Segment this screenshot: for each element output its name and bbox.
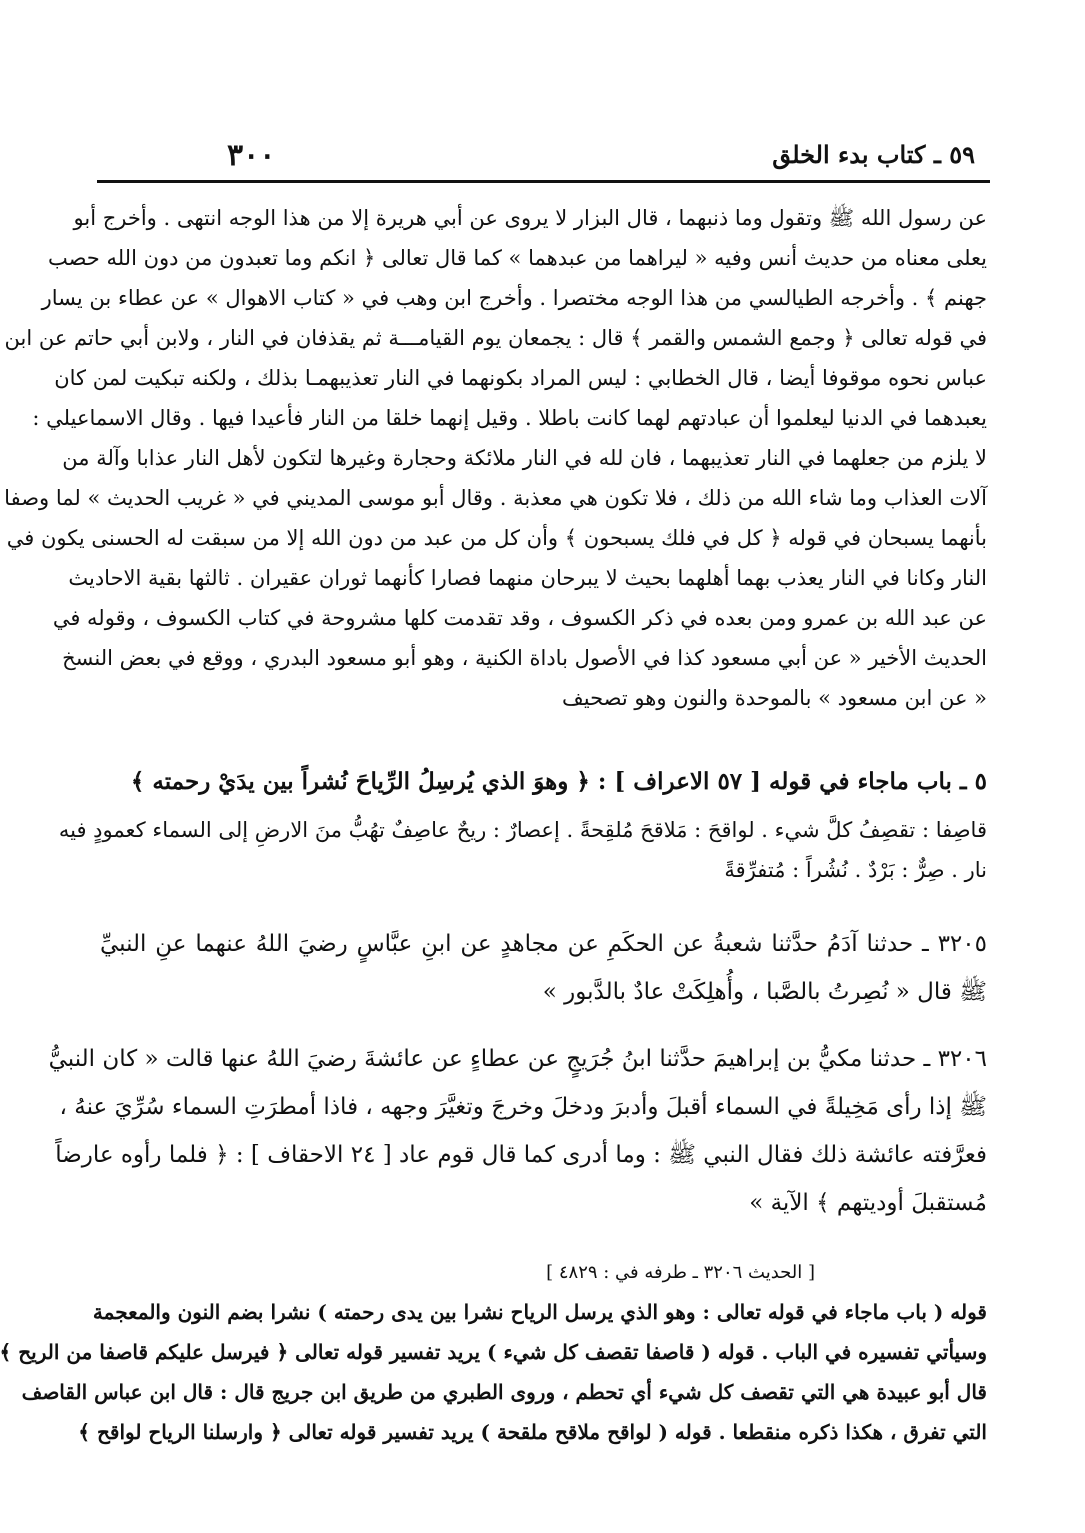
text-line: بأنهما يسبحان في قوله ﴿ كل في فلك يسبحون ﴾ وأن كل من عبد من دون الله إلا من سبقت له الحسنى يكون في xyxy=(6,526,987,550)
text-line: قوله ( باب ماجاء في قوله تعالى : وهو الذي يرسل الرياح نشرا بين يدى رحمته ) نشرا بضم النون والمعجمة xyxy=(92,1300,987,1324)
text-line: ﷺ إذا رأى مَخِيلةً في السماء أقبلَ وأدبرَ ودخلَ وخرجَ وتغيَّرَ وجهه ، فاذا أمطرَتِ السماء سُرِّيَ عنهُ ، xyxy=(59,1094,987,1120)
text-line: وسيأتي تفسيره في الباب . قوله ( قاصفا تقصف كل شيء ) يريد تفسير قوله تعالى ﴿ فيرسل عليكم قاصفا من الريح ﴾ xyxy=(0,1340,987,1364)
text-line: ﷺ قال « نُصِرتُ بالصَّبا ، وأُهلِكَتْ عادٌ بالدَّبور » xyxy=(542,979,987,1005)
bab-gloss xyxy=(58,810,987,890)
text-line: ٣٢٠٦ ـ حدثنا مكيُّ بن إبراهيمَ حدَّثنا ابنُ جُرَيجٍ عن عطاءٍ عن عائشةَ رضيَ اللهُ عنها قالت « كان النبيُّ xyxy=(48,1046,987,1072)
bab-heading xyxy=(100,758,987,806)
hadith-3206 xyxy=(48,1035,987,1227)
text-line: التي تفرق ، هكذا ذكره منقطعا . قوله ( لواقح ملاقح ملقحة ) يريد تفسير قوله تعالى ﴿ وارسلنا الرياح لواقح ﴾ xyxy=(78,1420,987,1444)
text-line: نار . صِرٌّ : بَرْدٌ . نُشُراً : مُتفرِّقةً xyxy=(724,858,987,882)
hadith-3205 xyxy=(100,920,987,1016)
text-line: مُستقبلَ أوديتهم ﴾ الآية » xyxy=(749,1190,987,1216)
page-number: ٣٠٠ xyxy=(227,138,276,173)
text-line: عن عبد الله بن عمرو ومن بعده في ذكر الكسوف ، وقد تقدمت كلها مشروحة في كتاب الكسوف ، وقوله في xyxy=(52,606,987,630)
text-line: النار وكانا في النار يعذب بهما أهلهما بحيث لا يبرحان منهما فصارا كأنهما ثوران عقيران . ثالثها بقية الاحاديث xyxy=(68,566,987,590)
commentary-bottom xyxy=(0,1292,987,1452)
text-line: ٣٢٠٥ ـ حدثنا آدَمُ حدَّثنا شعبةُ عن الحكَمِ عن مجاهدٍ عن ابنِ عبَّاسٍ رضيَ اللهُ عنهما عنِ النبيِّ xyxy=(100,931,987,957)
text-line: يعلى معناه من حديث أنس وفيه « ليراهما من عبدهما » كما قال تعالى ﴿ انكم وما تعبدون من دون الله حصب xyxy=(47,246,987,270)
text-line: قال أبو عبيدة هي التي تقصف كل شيء أي تحطم ، وروى الطبري من طريق ابن جريج قال : قال ابن عباس القاصف xyxy=(21,1380,987,1404)
text-line: فعرَّفته عائشة ذلك فقال النبي ﷺ : وما أدرى كما قال قوم عاد [ ٢٤ الاحقاف ] : ﴿ فلما رأوه عارضاً xyxy=(55,1142,987,1168)
bab-title: ٥ ـ باب ماجاء في قوله [ ٥٧ الاعراف ] : ﴿ وهوَ الذي يُرسِلُ الرِّياحَ نُشراً بين يدَيْ رحمته ﴾ xyxy=(130,768,987,795)
text-line: « عن ابن مسعود » بالموحدة والنون وهو تصحيف xyxy=(562,686,987,710)
text-line: الحديث الأخير « عن أبي مسعود كذا في الأصول باداة الكنية ، وهو أبو مسعود البدري ، ووقع في بعض النسخ xyxy=(62,646,987,670)
commentary-top xyxy=(4,198,987,718)
text-line: في قوله تعالى ﴿ وجمع الشمس والقمر ﴾ قال : يجمعان يوم القيامـــة ثم يقذفان في النار ، ولابن أبي حاتم عن ابن xyxy=(4,326,987,350)
text-line: جهنم ﴾ . وأخرجه الطيالسي من هذا الوجه مختصرا . وأخرج ابن وهب في « كتاب الاهوال » عن عطاء بن يسار xyxy=(41,286,987,310)
header-rule xyxy=(97,180,990,183)
text-line: عباس نحوه موقوفا أيضا ، قال الخطابي : ليس المراد بكونهما في النار تعذيبهمـا بذلك ، ولكنه تبكيت لمن كان xyxy=(54,366,987,390)
text-line: آلات العذاب وما شاء الله من ذلك ، فلا تكون هي معذبة . وقال أبو موسى المديني في « غريب الحديث » لما وصفا xyxy=(4,486,987,510)
chapter-title: ٥٩ ـ كتاب بدء الخلق xyxy=(772,140,975,169)
text-line: يعبدهما في الدنيا ليعلموا أن عبادتهم لهما كانت باطلا . وقيل إنهما خلقا من النار فأعيدا فيها . وقال الاسماعيلي : xyxy=(32,406,987,430)
text-line: عن رسول الله ﷺ وتقول وما ذنبهما ، قال البزار لا يروى عن أبي هريرة إلا من هذا الوجه انتهى . وأخرج أبو xyxy=(73,206,987,230)
text-line: لا يلزم من جعلهما في النار تعذيبهما ، فان لله في النار ملائكة وحجارة وغيرها لتكون لأهل النار عذابا وآلة من xyxy=(62,446,987,470)
text-line: قاصِفا : تقصِفُ كلَّ شيء . لواقحَ : مَلاقحَ مُلقِحةً . إعصارٌ : ريحٌ عاصِفٌ تهُبُّ منَ الارضِ إلى السماء كعمودٍ فيه xyxy=(58,818,987,842)
book-page xyxy=(2,0,1085,1533)
hadith-reference: [ الحديث ٣٢٠٦ ـ طرفه في : ٤٨٢٩ ] xyxy=(546,1262,815,1283)
